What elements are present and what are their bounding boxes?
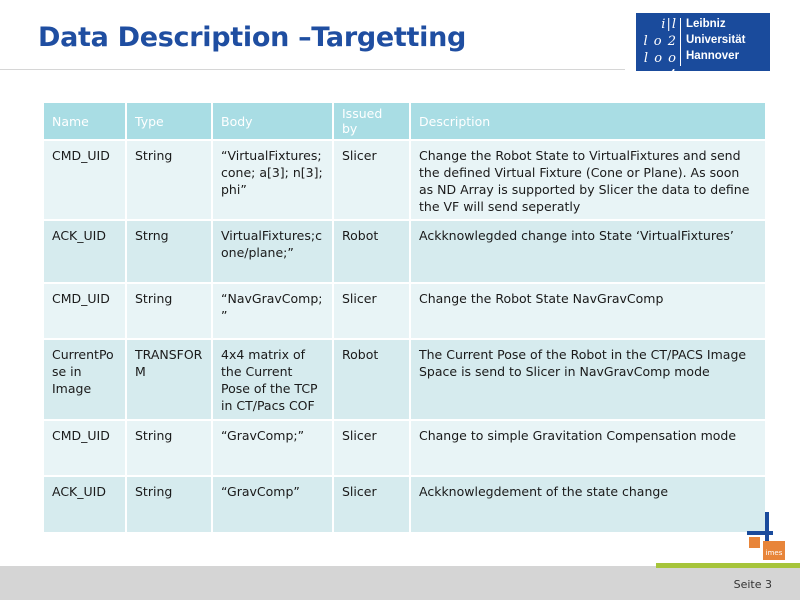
cell-body: “VirtualFixtures; cone; a[3]; n[3]; phi” [212,140,333,220]
logo-wordmark [686,16,745,64]
table-row [44,420,765,476]
header-issued-by: Issued by [333,103,410,140]
cell-issued-by: Slicer [333,140,410,220]
cell-body: “GravComp;” [212,420,333,476]
page-number: Seite 3 [733,578,772,591]
cell-type: TRANSFORM [126,339,212,420]
table-row [44,339,765,420]
cell-name: CMD_UID [44,420,126,476]
ims-logo-square [749,537,760,548]
header-name: Name [44,103,126,140]
cell-body: VirtualFixtures;cone/plane;” [212,220,333,283]
header-description: Description [410,103,765,140]
cell-description: Change the Robot State NavGravComp [410,283,765,339]
cell-name: CMD_UID [44,283,126,339]
logo-digit-mark [641,16,677,84]
cell-issued-by: Robot [333,220,410,283]
logo-line-3: Hannover [686,50,740,62]
logo-digits-line-3: l o o 4 [643,51,677,83]
cell-issued-by: Robot [333,339,410,420]
cell-description: Ackknowlegded change into State ‘VirtualFixtures’ [410,220,765,283]
header-body: Body [212,103,333,140]
cell-type: String [126,283,212,339]
cell-name: CMD_UID [44,140,126,220]
data-description-table [44,103,765,532]
cell-description: Change to simple Gravitation Compensation mode [410,420,765,476]
slide-title: Data Description –Targetting [38,22,467,53]
logo-line-2: Universität [686,34,746,46]
logo-digits-line-1: i|l [661,17,677,32]
footer-bar [0,566,800,600]
cell-type: String [126,140,212,220]
cell-description: Change the Robot State to VirtualFixtures and send the defined Virtual Fixture (Cone or Plane). As soon as ND Array is supported by Slicer the data to define the VF will send seperatly [410,140,765,220]
cell-type: Strng [126,220,212,283]
table-row [44,476,765,532]
cell-body: “NavGravComp;” [212,283,333,339]
cell-name: ACK_UID [44,220,126,283]
cell-type: String [126,476,212,532]
footer-accent-line [656,563,800,568]
table-row [44,283,765,339]
cell-type: String [126,420,212,476]
cell-name: ACK_UID [44,476,126,532]
cell-issued-by: Slicer [333,283,410,339]
table-header-row [44,103,765,140]
table-row [44,220,765,283]
table-row [44,140,765,220]
ims-logo-badge: imes [763,541,785,560]
cell-body: “GravComp” [212,476,333,532]
header-type: Type [126,103,212,140]
cell-issued-by: Slicer [333,420,410,476]
cell-issued-by: Slicer [333,476,410,532]
logo-digits-line-2: l o 2 [643,34,677,49]
ims-logo-horizontal-bar [747,531,773,535]
cell-description: Ackknowlegdement of the state change [410,476,765,532]
university-logo [636,13,770,83]
cell-name: CurrentPose in Image [44,339,126,420]
cell-body: 4x4 matrix of the Current Pose of the TCP in CT/Pacs COF [212,339,333,420]
logo-separator [680,18,681,66]
title-divider [0,69,625,70]
cell-description: The Current Pose of the Robot in the CT/PACS Image Space is send to Slicer in NavGravComp mode [410,339,765,420]
logo-line-1: Leibniz [686,18,726,30]
